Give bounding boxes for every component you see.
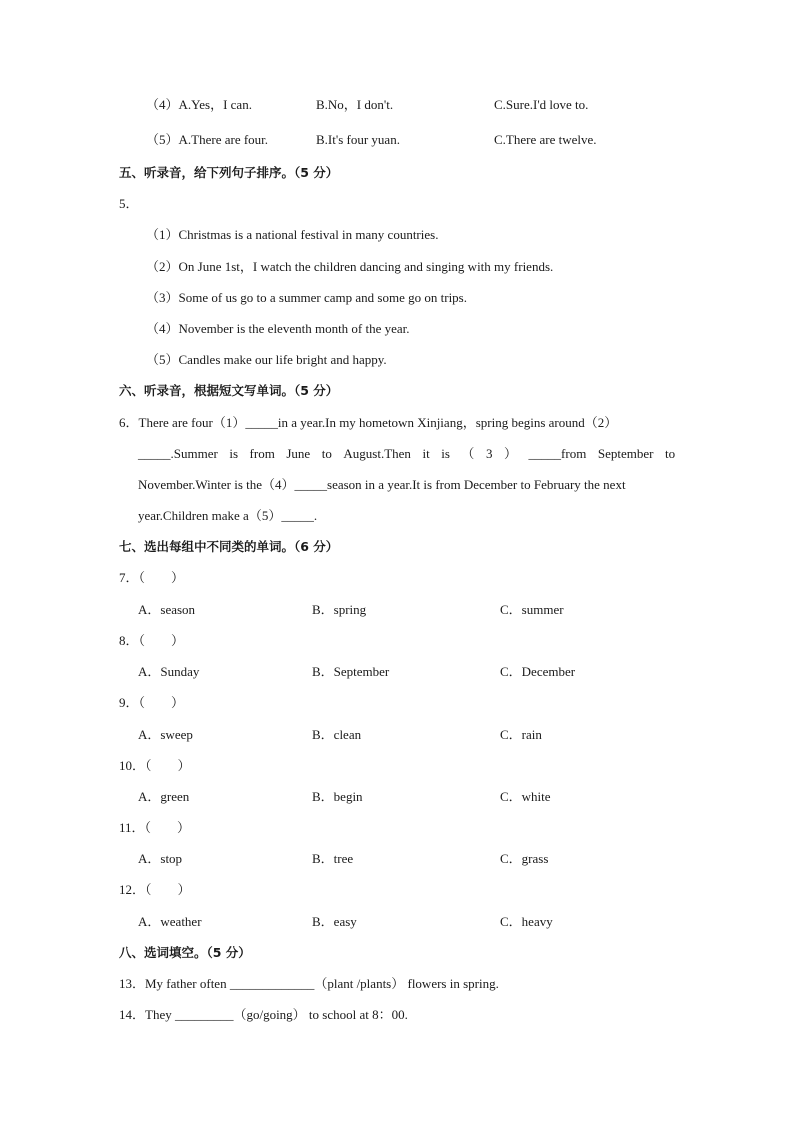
q7-option-c: C．summer [500,602,564,617]
q7-option-b: B．spring [312,602,367,617]
section6-heading: 六、听录音，根据短文写单词。（5 分） [119,383,339,398]
q12-option-b: B．easy [312,914,357,929]
q5-item-3: （3）Some of us go to a summer camp and some go on trips. [146,290,467,305]
q8-option-a: A．Sunday [138,664,200,679]
q9-option-a: A．sweep [138,727,193,742]
q9-option-b: B．clean [312,727,362,742]
q5-item-5: （5）Candles make our life bright and happy. [146,352,387,367]
q12-option-c: C．heavy [500,914,553,929]
q12-option-a: A．weather [138,914,202,929]
q8-option-b: B．September [312,664,390,679]
q14-sentence: 14．They _________（go/going） to school at 8：00. [119,1007,408,1022]
q10-option-c: C．white [500,789,551,804]
q11-option-a: A．stop [138,851,183,866]
q11-option-b: B．tree [312,851,354,866]
q7-number: 7．（ ） [119,570,185,585]
q9-option-c: C．rain [500,727,542,742]
q6-line-3: November.Winter is the（4）_____season in a year.It is from December to February the next [138,477,626,492]
q10-option-b: B．begin [312,789,363,804]
q13-sentence: 13．My father often _____________（plant /plants） flowers in spring. [119,976,499,991]
section7-heading: 七、选出每组中不同类的单词。（6 分） [119,539,339,554]
q4-row4-label: （4）A.Yes，I can. [146,97,252,112]
q5-item-4: （4）November is the eleventh month of the year. [146,321,410,336]
q4-row4-option-b: B.No，I don't. [316,97,394,112]
q4-row5-option-b: B.It's four yuan. [316,132,400,147]
q6-line-4: year.Children make a（5）_____. [138,508,318,523]
q4-row5-label: （5）A.There are four. [146,132,269,147]
q11-option-c: C．grass [500,851,549,866]
q5-number: 5． [119,196,139,211]
section8-heading: 八、选词填空。（5 分） [119,945,251,960]
q4-row5-option-c: C.There are twelve. [494,132,597,147]
q8-option-c: C．December [500,664,576,679]
q12-number: 12．（ ） [119,882,191,897]
q11-number: 11．（ ） [119,820,191,835]
q7-option-a: A．season [138,602,196,617]
q10-option-a: A．green [138,789,190,804]
q6-line-1: 6．There are four（1）_____in a year.In my hometown Xinjiang，spring begins around（2） [119,415,618,430]
q10-number: 10．（ ） [119,758,191,773]
q4-row4-option-c: C.Sure.I'd love to. [494,97,589,112]
q8-number: 8．（ ） [119,633,185,648]
q6-line-2: _____.Summer is from June to August.Then it is （ 3 ） _____from September to [138,446,676,461]
q5-item-2: （2）On June 1st，I watch the children dancing and singing with my friends. [146,259,554,274]
section5-heading: 五、听录音，给下列句子排序。（5 分） [119,165,339,180]
q5-item-1: （1）Christmas is a national festival in many countries. [146,227,439,242]
q9-number: 9．（ ） [119,695,185,710]
